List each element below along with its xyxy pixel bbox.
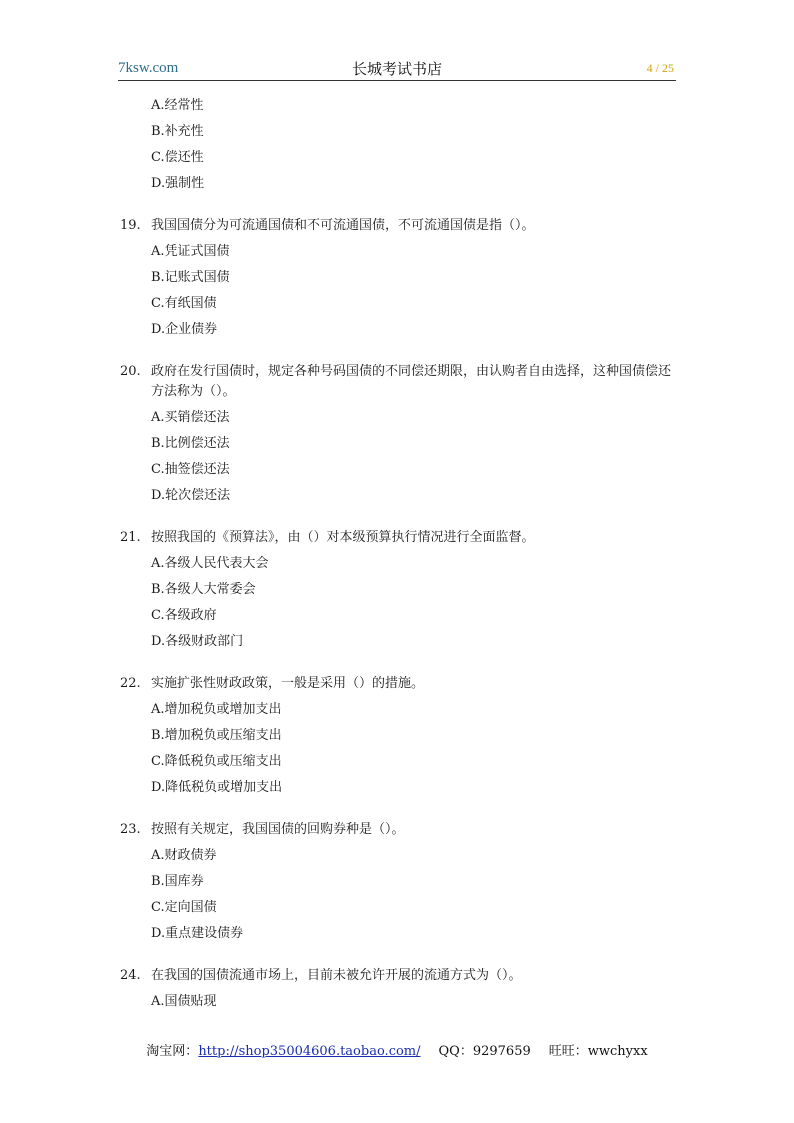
question-stem <box>120 966 680 986</box>
option-item: A.买销偿还法 <box>151 410 230 425</box>
option-item: B.记账式国债 <box>151 270 230 285</box>
question-text: 按照我国的《预算法》，由（）对本级预算执行情况进行全面监督。 <box>151 530 535 545</box>
page-number: 4 / 25 <box>646 61 674 75</box>
option-item: A.国债贴现 <box>151 994 217 1009</box>
option-item: B.国库券 <box>151 874 204 889</box>
question-stem <box>120 362 680 402</box>
question-20 <box>120 362 680 512</box>
option-item: D.强制性 <box>151 176 205 191</box>
option-list <box>120 992 680 1018</box>
option-item: C.抽签偿还法 <box>151 462 230 477</box>
question-number: 24. <box>120 968 141 983</box>
question-content <box>120 96 680 1018</box>
option-item: A.各级人民代表大会 <box>151 556 269 571</box>
option-item: C.降低税负或压缩支出 <box>151 754 282 769</box>
question-number: 20. <box>120 364 141 379</box>
question-text: 实施扩张性财政政策，一般是采用（）的措施。 <box>151 676 425 691</box>
site-link[interactable]: 7ksw.com <box>118 60 179 76</box>
question-22 <box>120 674 680 804</box>
option-item: C.各级政府 <box>151 608 217 623</box>
option-list <box>120 700 680 804</box>
option-item: C.定向国债 <box>151 900 217 915</box>
question-number: 22. <box>120 676 141 691</box>
question-23 <box>120 820 680 950</box>
question-number: 19. <box>120 218 141 233</box>
question-21 <box>120 528 680 658</box>
question-text: 在我国的国债流通市场上，目前未被允许开展的流通方式为（）。 <box>151 968 522 983</box>
option-item: B.各级人大常委会 <box>151 582 256 597</box>
question-stem <box>120 216 680 236</box>
continued-options <box>120 96 680 200</box>
question-number: 21. <box>120 530 141 545</box>
option-item: B.比例偿还法 <box>151 436 230 451</box>
option-item: D.企业债券 <box>151 322 218 337</box>
option-item: A.财政债券 <box>151 848 217 863</box>
option-list <box>120 846 680 950</box>
question-19 <box>120 216 680 346</box>
wangwang-id: wwchyxx <box>587 1044 648 1059</box>
option-list <box>120 554 680 658</box>
option-item: C.偿还性 <box>151 150 204 165</box>
option-item: B.补充性 <box>151 124 204 139</box>
option-item: B.增加税负或压缩支出 <box>151 728 282 743</box>
taobao-label: 淘宝网： <box>146 1044 199 1059</box>
option-item: D.各级财政部门 <box>151 634 244 649</box>
option-item: A.经常性 <box>151 98 204 113</box>
option-list <box>120 242 680 346</box>
page-footer <box>0 1040 794 1059</box>
page-header <box>118 58 676 81</box>
option-item: D.降低税负或增加支出 <box>151 780 283 795</box>
option-item: A.凭证式国债 <box>151 244 230 259</box>
option-list <box>120 408 680 512</box>
question-text: 政府在发行国债时，规定各种号码国债的不同偿还期限，由认购者自由选择，这种国债偿还方法称为（）。 <box>151 364 672 399</box>
qq-number: 9297659 <box>472 1044 531 1059</box>
qq-label: QQ： <box>438 1044 473 1059</box>
question-24 <box>120 966 680 1018</box>
question-stem <box>120 528 680 548</box>
question-stem <box>120 820 680 840</box>
option-item: A.增加税负或增加支出 <box>151 702 282 717</box>
question-number: 23. <box>120 822 141 837</box>
option-item: C.有纸国债 <box>151 296 217 311</box>
taobao-shop-link[interactable]: http://shop35004606.taobao.com/ <box>198 1044 421 1059</box>
page-title: 长城考试书店 <box>351 60 442 78</box>
wangwang-label: 旺旺： <box>548 1044 588 1059</box>
question-stem <box>120 674 680 694</box>
option-item: D.重点建设债券 <box>151 926 244 941</box>
question-text: 我国国债分为可流通国债和不可流通国债，不可流通国债是指（）。 <box>151 218 535 233</box>
option-item: D.轮次偿还法 <box>151 488 231 503</box>
question-text: 按照有关规定，我国国债的回购券种是（）。 <box>151 822 405 837</box>
